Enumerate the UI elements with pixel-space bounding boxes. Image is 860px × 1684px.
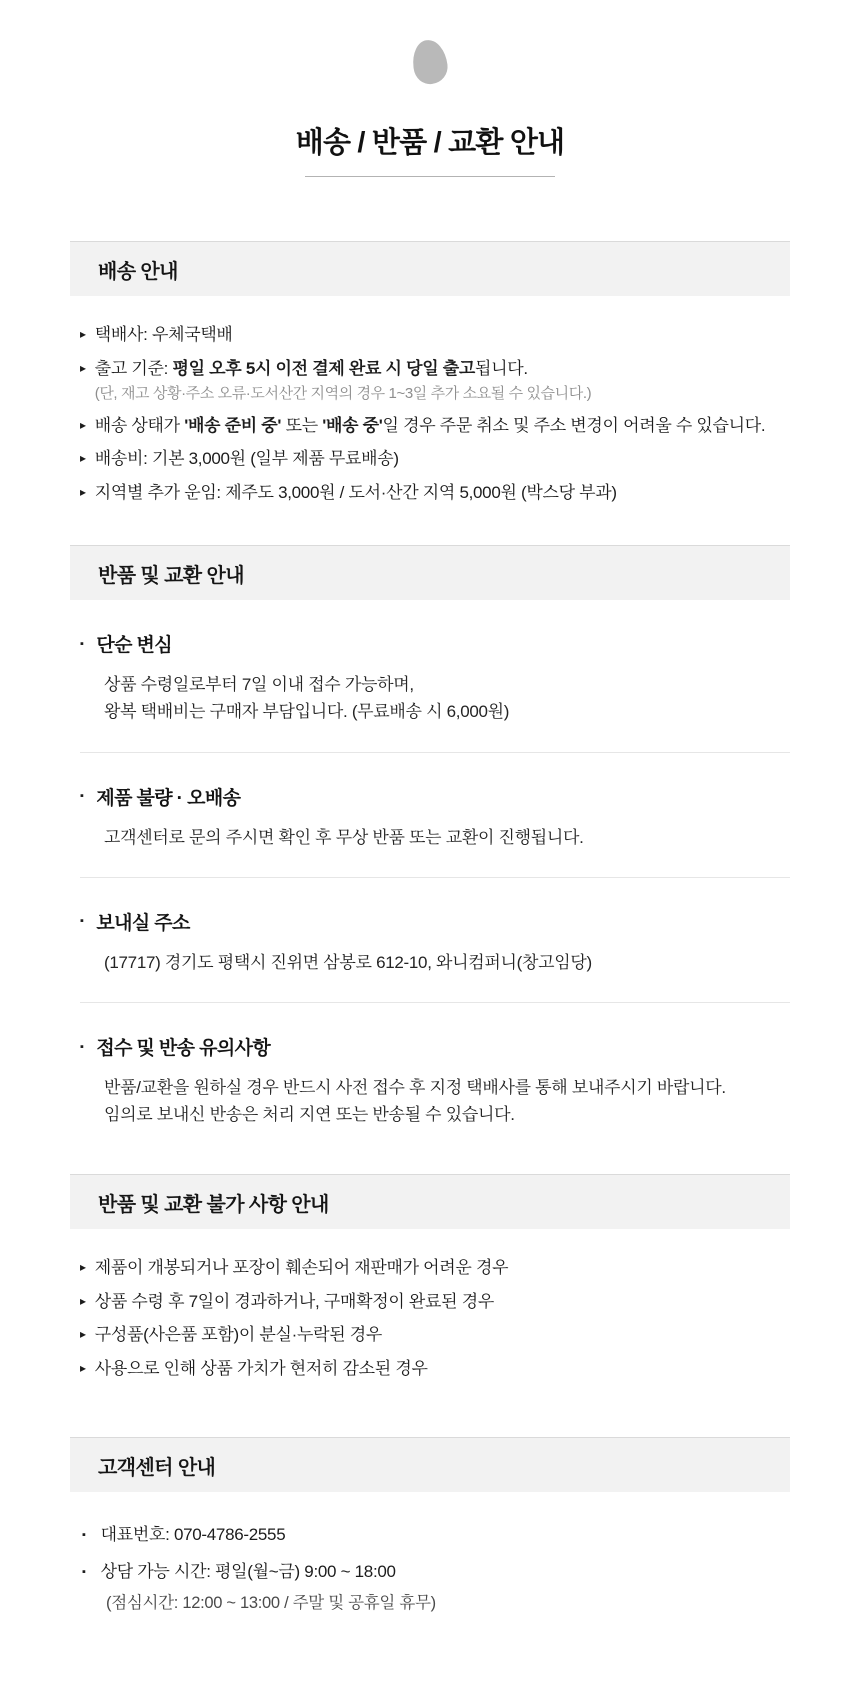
list-item	[80, 322, 790, 348]
bullet-note: (단, 재고 상황·주소 오류·도서산간 지역의 경우 1~3일 추가 소요될 수 있습니다.)	[94, 385, 592, 402]
shipping-bullet-list	[70, 296, 790, 505]
list-item	[80, 1356, 790, 1382]
bullet-line: 지역별 추가 운임: 제주도 3,000원 / 도서·산간 지역 5,000원 (박스당 부과)	[94, 482, 617, 502]
bullet-text	[95, 1322, 790, 1348]
square-bullet-icon: ▪	[82, 1565, 86, 1578]
square-bullet-icon: ▪	[82, 1529, 86, 1542]
bullet-line: 구성품(사은품 포함)이 분실·누락된 경우	[94, 1325, 383, 1345]
list-item	[80, 1289, 790, 1315]
section-header-customer-center	[70, 1437, 790, 1492]
triangle-bullet-icon: ▸	[80, 1327, 86, 1342]
divider	[80, 1002, 790, 1003]
phone-number-text: 대표번호: 070-4786-2555	[100, 1525, 286, 1545]
section-title: 반품 및 교환 불가 사항 안내	[98, 1194, 329, 1217]
square-bullet-icon: ▪	[80, 1040, 84, 1053]
subsection-defect-misdelivery	[70, 783, 790, 878]
subsection-body	[104, 1074, 790, 1128]
bullet-text	[95, 1255, 790, 1281]
body-line: 고객센터로 문의 주시면 확인 후 무상 반품 또는 교환이 진행됩니다.	[104, 827, 584, 847]
subsection-change-of-mind	[70, 630, 790, 752]
square-bullet-icon: ▪	[80, 915, 84, 928]
list-item	[80, 413, 790, 439]
bullet-text	[95, 356, 790, 405]
triangle-bullet-icon: ▸	[80, 1293, 86, 1308]
section-title: 반품 및 교환 안내	[98, 565, 244, 588]
list-item	[80, 480, 790, 506]
subsection-title	[80, 908, 790, 935]
section-title: 고객센터 안내	[98, 1457, 216, 1480]
bullet-text	[95, 480, 790, 506]
bullet-line	[95, 356, 790, 382]
bold-text-segment: '배송 중'	[322, 415, 383, 435]
square-bullet-icon: ▪	[80, 790, 84, 803]
text-segment: 또는	[281, 415, 323, 435]
customer-center-list	[70, 1492, 790, 1616]
bullet-text	[95, 446, 790, 472]
bullet-text	[95, 1356, 790, 1382]
subsection-title	[80, 630, 790, 657]
triangle-bullet-icon: ▸	[80, 451, 86, 466]
triangle-bullet-icon: ▸	[80, 327, 86, 341]
subsection-title-text: 보내실 주소	[96, 912, 190, 934]
bold-text-segment: '배송 준비 중'	[184, 415, 282, 435]
subsection-body	[104, 671, 790, 725]
divider	[80, 752, 790, 753]
list-item	[80, 446, 790, 472]
divider	[80, 877, 790, 878]
bullet-text	[95, 322, 790, 348]
section-header-returns	[70, 545, 790, 600]
lunch-hours-note: (점심시간: 12:00 ~ 13:00 / 주말 및 공휴일 휴무)	[106, 1594, 436, 1613]
section-header-restrictions	[70, 1174, 790, 1229]
triangle-bullet-icon: ▸	[80, 417, 86, 432]
body-line: (17717) 경기도 평택시 진위면 삼봉로 612-10, 와니컴퍼니(창고임당)	[104, 952, 592, 972]
section-title: 배송 안내	[98, 261, 178, 283]
page-title: 배송 / 반품 / 교환 안내	[295, 127, 565, 159]
list-item	[80, 1255, 790, 1281]
body-line: 임의로 보내신 반송은 처리 지연 또는 반송될 수 있습니다.	[104, 1105, 515, 1125]
body-line: 왕복 택배비는 구매자 부담입니다. (무료배송 시 6,000원)	[104, 702, 510, 722]
section-header-shipping	[70, 241, 790, 296]
bullet-line: 상품 수령 후 7일이 경과하거나, 구매확정이 완료된 경우	[94, 1291, 494, 1311]
bullet-line: 배송비: 기본 3,000원 (일부 제품 무료배송)	[94, 449, 399, 469]
subsection-return-address	[70, 908, 790, 1003]
subsection-title-text: 단순 변심	[96, 635, 173, 657]
triangle-bullet-icon: ▸	[80, 1360, 86, 1375]
bullet-line: 택배사: 우체국택배	[94, 325, 233, 344]
bullet-line: 제품이 개봉되거나 포장이 훼손되어 재판매가 어려운 경우	[94, 1258, 509, 1278]
triangle-bullet-icon: ▸	[80, 484, 86, 499]
list-item	[82, 1559, 790, 1585]
text-segment: 됩니다.	[475, 358, 528, 378]
text-segment: 배송 상태가	[94, 415, 185, 435]
bullet-text	[95, 413, 790, 439]
title-underline	[305, 176, 555, 177]
subsection-body	[104, 824, 790, 851]
bullet-line: 사용으로 인해 상품 가치가 현저히 감소된 경우	[94, 1358, 428, 1378]
brand-pebble-logo	[410, 38, 449, 86]
bold-text-segment: 평일 오후 5시 이전 결제 완료 시 당일 출고	[172, 358, 475, 378]
content-container	[70, 241, 790, 1617]
subsection-return-notice	[70, 1033, 790, 1128]
subsection-body	[104, 949, 790, 976]
business-hours-text: 상담 가능 시간: 평일(월~금) 9:00 ~ 18:00	[100, 1561, 396, 1581]
body-line: 반품/교환을 원하실 경우 반드시 사전 접수 후 지정 택배사를 통해 보내주시기 바랍니다.	[104, 1078, 726, 1097]
square-bullet-icon: ▪	[80, 637, 84, 650]
bullet-line	[95, 413, 790, 439]
triangle-bullet-icon: ▸	[80, 1260, 86, 1275]
subsection-title	[80, 1033, 790, 1060]
triangle-bullet-icon: ▸	[80, 360, 86, 375]
list-item	[82, 1522, 790, 1548]
restrictions-bullet-list	[70, 1229, 790, 1381]
list-item	[80, 356, 790, 405]
text-segment: 출고 기준:	[94, 358, 173, 378]
subsection-title-text: 제품 불량 · 오배송	[96, 787, 241, 809]
shipping-return-exchange-page	[0, 40, 860, 1617]
subsection-title-text: 접수 및 반송 유의사항	[96, 1038, 271, 1059]
subsection-title	[80, 783, 790, 810]
text-segment: 일 경우 주문 취소 및 주소 변경이 어려울 수 있습니다.	[382, 415, 766, 435]
bullet-text	[95, 1289, 790, 1315]
list-item	[80, 1322, 790, 1348]
body-line: 상품 수령일로부터 7일 이내 접수 가능하며,	[104, 675, 414, 695]
